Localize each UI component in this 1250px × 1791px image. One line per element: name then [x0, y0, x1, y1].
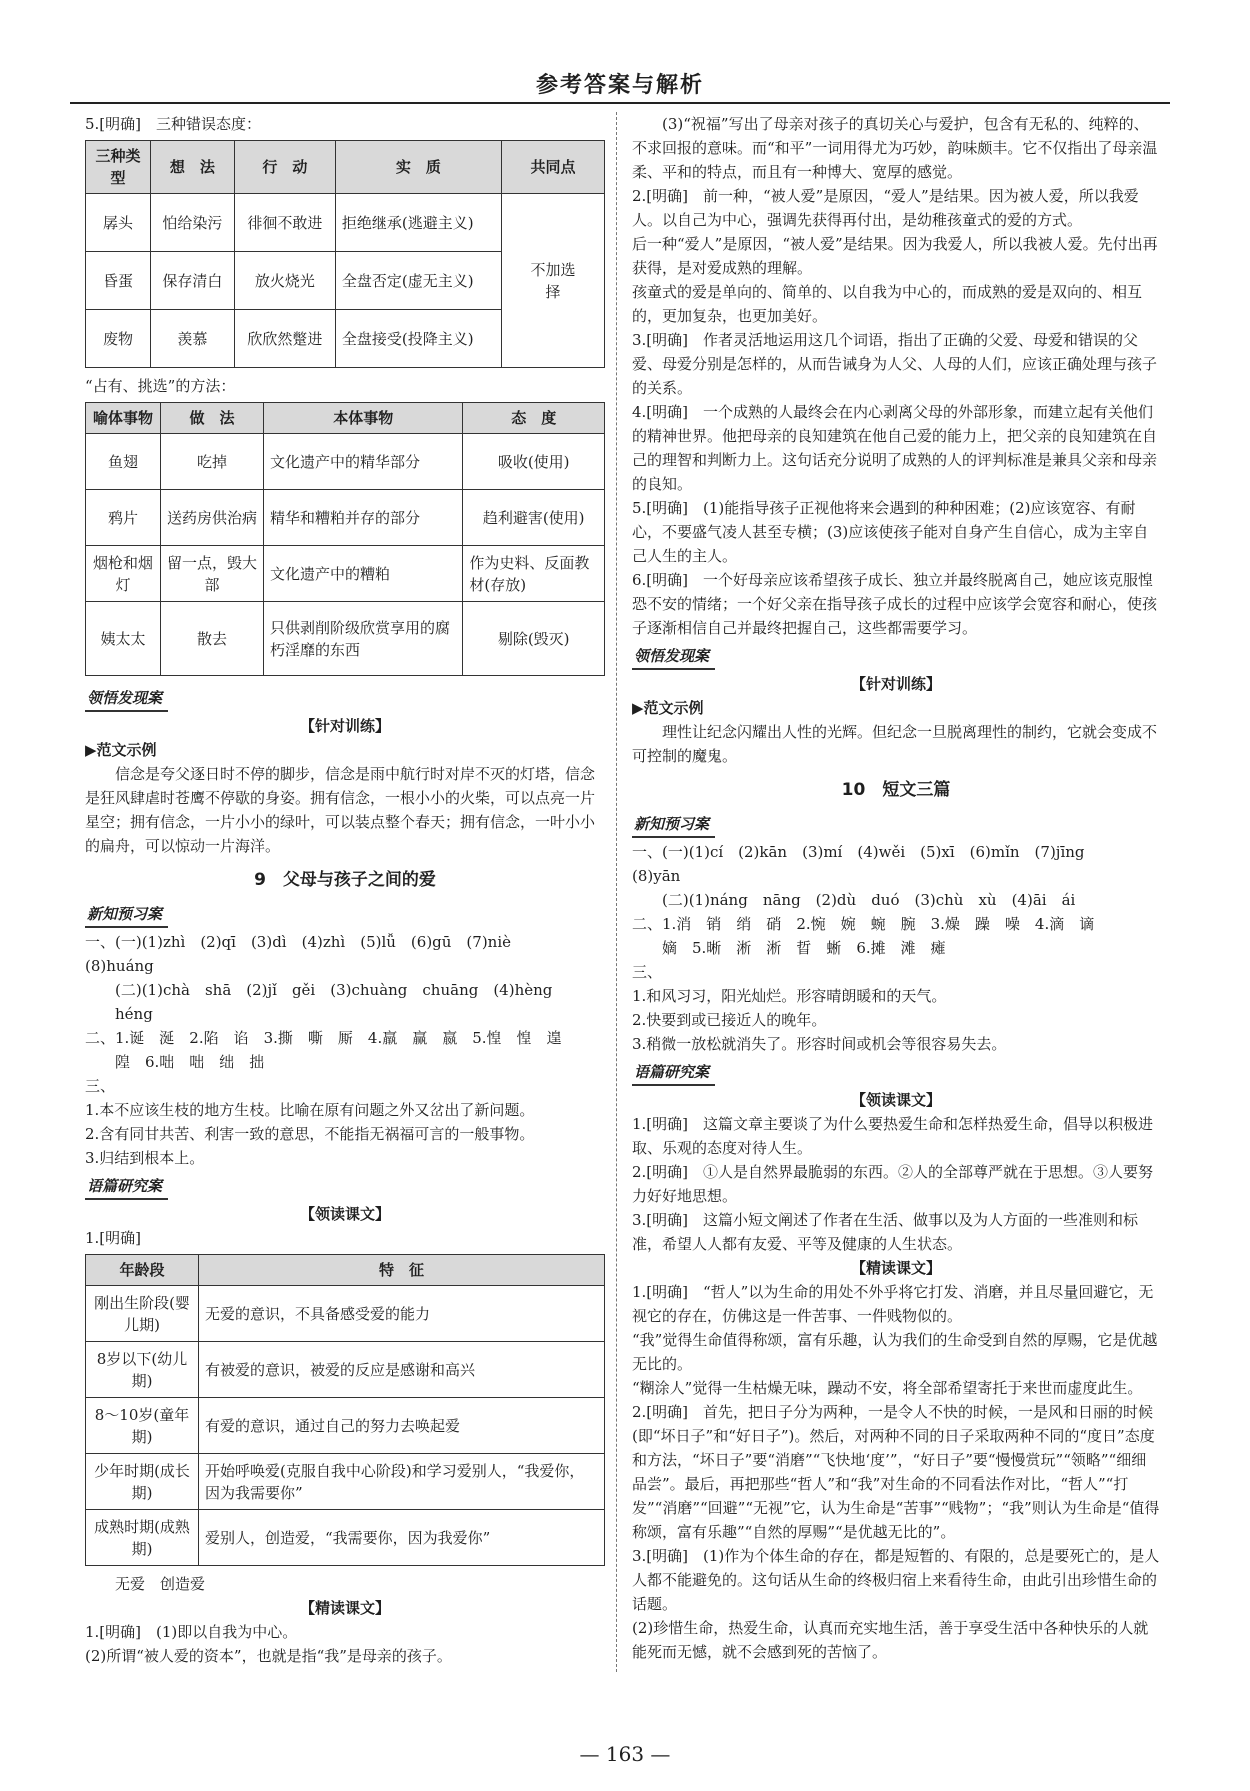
table-cell: 成熟时期(成熟期) [86, 1510, 199, 1566]
answer-line: 1.和风习习，阳光灿烂。形容晴朗暖和的天气。 [632, 987, 947, 1005]
table-cell: 送药房供治病 [161, 490, 264, 546]
table-header-cell: 喻体事物 [86, 403, 161, 434]
table-row [86, 194, 605, 252]
answer-paragraph: 5.[明确] (1)能指导孩子正视他将来会遇到的种种困难；(2)应该宽容、有耐心，不要盛气凌人甚至专横；(3)应该使孩子能对自身产生自信心，成为主宰自己人生的主人。 [632, 499, 1149, 565]
answer-paragraph: 3.[明确] 这篇小短文阐述了作者在生活、做事以及为人方面的一些准则和标准，希望人人都有友爱、平等及健康的人生状态。 [632, 1211, 1139, 1253]
table-cell: 徘徊不敢进 [234, 194, 335, 252]
table-row [86, 1454, 605, 1510]
table-row [86, 602, 605, 676]
table-cell: 全盘否定(虚无主义) [335, 252, 501, 310]
answer-line: (二)(1)náng nāng (2)dù duó (3)chù xù (4)āi ái [662, 891, 1076, 909]
table-cell: 文化遗产中的精华部分 [264, 434, 463, 490]
table-header-cell: 本体事物 [264, 403, 463, 434]
answer-paragraph: 3.[明确] (1)作为个体生命的存在，都是短暂的、有限的，总是要死亡的，是人人都不能避免的。这句话从生命的终极归宿上来看待生命，由此引出珍惜生命的话题。 [632, 1547, 1160, 1613]
answer-paragraph: 3.[明确] 作者灵活地运用这几个词语，指出了正确的父爱、母爱和错误的父爱、母爱分别是怎样的，从而告诫身为人父、人母的人们，应该正确处理与孩子的关系。 [632, 331, 1158, 397]
answer-line: 3.稍微一放松就消失了。形容时间或机会等很容易失去。 [632, 1035, 1007, 1053]
answer-line: 3.归结到根本上。 [85, 1149, 205, 1167]
answer-line: (2)所谓“被人爱的资本”，也就是指“我”是母亲的孩子。 [85, 1647, 452, 1665]
answer-line: 二、1.诞 涎 2.陷 谄 3.撕 嘶 厮 4.羸 赢 嬴 5.惶 惶 遑 [85, 1029, 562, 1047]
answer-paragraph: “糊涂人”觉得一生枯燥无味，躁动不安，将全部希望寄托于来世而虚度此生。 [632, 1379, 1143, 1397]
page-number: — 163 — [579, 1742, 671, 1766]
answer-line: (二)(1)chà shā (2)jǐ gěi (3)chuàng chuāng (4)hèng héng [115, 981, 568, 1023]
table-cell: 精华和糟粕并存的部分 [264, 490, 463, 546]
answer-line: 一、(一)(1)zhì (2)qī (3)dì (4)zhì (5)lǚ (6)gū (7)niè [85, 933, 512, 951]
answer-line: 嫡 5.晰 淅 淅 晢 蜥 6.摊 滩 瘫 [662, 939, 946, 957]
answer-line: 1.本不应该生枝的地方生枝。比喻在原有问题之外又岔出了新问题。 [85, 1101, 535, 1119]
subsection-title: 【针对训练】 [850, 675, 941, 693]
column-divider [616, 112, 617, 1672]
answer-line: 2.快要到或已接近人的晚年。 [632, 1011, 827, 1029]
answer-line: 三、 [85, 1077, 116, 1095]
answer-line: 无爱 创造爱 [115, 1575, 206, 1593]
table-cell: 保存清白 [151, 252, 235, 310]
section-tag: 领悟发现案 [632, 644, 715, 670]
table-row [86, 1342, 605, 1398]
answer-line: 一、(一)(1)cí (2)kān (3)mí (4)wěi (5)xī (6)mǐn (7)jīng [632, 843, 1085, 861]
table-cell: 文化遗产中的糟粕 [264, 546, 463, 602]
table-cell: 有爱的意识，通过自己的努力去唤起爱 [199, 1398, 605, 1454]
section-tag: 领悟发现案 [85, 686, 168, 712]
subsection-title: 【领读课文】 [299, 1205, 390, 1223]
answer-line: 2.含有同甘共苦、利害一致的意思，不能指无祸福可言的一般事物。 [85, 1125, 535, 1143]
table-cell: 只供剥削阶级欣赏享用的腐朽淫靡的东西 [264, 602, 463, 676]
table-cell-common: 不加选择 [502, 194, 605, 368]
table-row [86, 434, 605, 490]
page-title: 参考答案与解析 [535, 73, 704, 98]
page-header [70, 62, 1170, 106]
subsection-title: 【针对训练】 [299, 717, 390, 735]
method-label: “占有、挑选”的方法： [85, 377, 236, 395]
table-cell: 8～10岁(童年期) [86, 1398, 199, 1454]
table-header-cell: 做 法 [161, 403, 264, 434]
sample-label: ▶范文示例 [85, 741, 157, 759]
method-table [85, 402, 605, 676]
table-cell: 放火烧光 [234, 252, 335, 310]
subsection-title: 【精读课文】 [850, 1259, 941, 1277]
table-row [86, 490, 605, 546]
table-cell: 爱别人，创造爱，“我需要你，因为我爱你” [199, 1510, 605, 1566]
table-header-cell: 态 度 [463, 403, 605, 434]
table-header-cell: 三种类型 [86, 141, 151, 194]
table-header-cell: 特 征 [199, 1255, 605, 1286]
right-column [632, 112, 1160, 1664]
table-cell: 鱼翅 [86, 434, 161, 490]
answer-line: 1.[明确] [85, 1229, 142, 1247]
table-header-cell: 想 法 [151, 141, 235, 194]
answer-line: 1.[明确] (1)即以自我为中心。 [85, 1623, 298, 1641]
answer-line: 二、1.消 销 绡 硝 2.惋 婉 蜿 腕 3.燥 躁 噪 4.滴 谪 [632, 915, 1095, 933]
table-cell: 无爱的意识，不具备感受爱的能力 [199, 1286, 605, 1342]
table-cell: 昏蛋 [86, 252, 151, 310]
sample-text: 理性让纪念闪耀出人性的光辉。但纪念一旦脱离理性的制约，它就会变成不可控制的魔鬼。 [632, 723, 1158, 765]
answer-line: (8)huáng [85, 957, 154, 975]
answer-paragraph: (2)珍惜生命，热爱生命，认真而充实地生活，善于享受生活中各种快乐的人就能死而无憾，就不会感到死的苦恼了。 [632, 1619, 1149, 1661]
answer-paragraph: (3)“祝福”写出了母亲对孩子的真切关心与爱护，包含有无私的、纯粹的、不求回报的意味。而“和平”一词用得尤为巧妙，韵味颇丰。它不仅指出了母亲温柔、平和的特点，而且有一种博大、宽厚的感觉。 [632, 115, 1158, 181]
table-cell: 吃掉 [161, 434, 264, 490]
table-cell: 孱头 [86, 194, 151, 252]
attitude-table [85, 140, 605, 368]
answer-paragraph: 1.[明确] “哲人”以为生命的用处不外乎将它打发、消磨，并且尽量回避它，无视它的存在，仿佛这是一件苦事、一件贱物似的。 [632, 1283, 1154, 1325]
table-cell: 8岁以下(幼儿期) [86, 1342, 199, 1398]
answer-line: 隍 6.咄 咄 绌 拙 [115, 1053, 265, 1071]
table-cell: 散去 [161, 602, 264, 676]
table-cell: 废物 [86, 310, 151, 368]
answer-paragraph: 1.[明确] 这篇文章主要谈了为什么要热爱生命和怎样热爱生命，倡导以积极进取、乐观的态度对待人生。 [632, 1115, 1154, 1157]
table-cell: 开始呼唤爱(克服自我中心阶段)和学习爱别人，“我爱你，因为我需要你” [199, 1454, 605, 1510]
section-tag: 语篇研究案 [632, 1060, 715, 1086]
table-row [86, 1398, 605, 1454]
answer-paragraph: 后一种“爱人”是原因，“被人爱”是结果。因为我爱人，所以我被人爱。先付出再获得，是对爱成熟的理解。 [632, 235, 1158, 277]
table-cell: 作为史料、反面教材(存放) [463, 546, 605, 602]
table-cell: 拒绝继承(逃避主义) [335, 194, 501, 252]
answer-line: (8)yān [632, 867, 681, 885]
subsection-title: 【精读课文】 [299, 1599, 390, 1617]
left-column [85, 112, 605, 1668]
table-cell: 有被爱的意识，被爱的反应是感谢和高兴 [199, 1342, 605, 1398]
age-table [85, 1254, 605, 1566]
table-row [86, 1510, 605, 1566]
table-cell: 欣欣然蹩进 [234, 310, 335, 368]
section-tag: 新知预习案 [85, 902, 168, 928]
answer-paragraph: “我”觉得生命值得称颂，富有乐趣，认为我们的生命受到自然的厚赐，它是优越无比的。 [632, 1331, 1158, 1373]
table-cell: 剔除(毁灭) [463, 602, 605, 676]
table-header-cell: 年龄段 [86, 1255, 199, 1286]
sample-label: ▶范文示例 [632, 699, 704, 717]
answer-paragraph: 2.[明确] 前一种，“被人爱”是原因，“爱人”是结果。因为被人爱，所以我爱人。以自己为中心，强调先获得再付出，是幼稚孩童式的爱的方式。 [632, 187, 1139, 229]
q5-label: 5.[明确] 三种错误态度： [85, 115, 262, 133]
table-row [86, 546, 605, 602]
table-header-row [86, 141, 605, 194]
answer-paragraph: 4.[明确] 一个成熟的人最终会在内心剥离父母的外部形象，而建立起有关他们的精神世界。他把母亲的良知建筑在他自己爱的能力上，把父亲的良知建筑在自己的理智和判断力上。这句话充分说明了成熟的人的评判标准是兼具父亲和母亲的良知。 [632, 403, 1158, 493]
table-cell: 趋利避害(使用) [463, 490, 605, 546]
header-rule [70, 102, 1170, 107]
answer-line: 三、 [632, 963, 663, 981]
table-header-cell: 共同点 [502, 141, 605, 194]
table-row [86, 1286, 605, 1342]
table-cell: 羡慕 [151, 310, 235, 368]
table-cell: 鸦片 [86, 490, 161, 546]
sample-text: 信念是夸父逐日时不停的脚步，信念是雨中航行时对岸不灭的灯塔，信念是狂风肆虐时苍鹰不停歇的身姿。拥有信念，一根小小的火柴，可以点亮一片星空；拥有信念，一片小小的绿叶，可以装点整个春天；拥有信念，一叶小小的扁舟，可以惊动一片海洋。 [85, 765, 596, 855]
answer-paragraph: 2.[明确] ①人是自然界最脆弱的东西。②人的全部尊严就在于思想。③人要努力好好地思想。 [632, 1163, 1154, 1205]
table-header-row [86, 1255, 605, 1286]
table-cell: 吸收(使用) [463, 434, 605, 490]
table-cell: 全盘接受(投降主义) [335, 310, 501, 368]
table-cell: 刚出生阶段(婴儿期) [86, 1286, 199, 1342]
table-header-cell: 实 质 [335, 141, 501, 194]
lesson-title: 10 短文三篇 [841, 780, 951, 800]
section-tag: 语篇研究案 [85, 1174, 168, 1200]
lesson-title: 9 父母与孩子之间的爱 [254, 870, 436, 890]
section-tag: 新知预习案 [632, 812, 715, 838]
table-header-cell: 行 动 [234, 141, 335, 194]
table-cell: 留一点，毁大部 [161, 546, 264, 602]
table-cell: 少年时期(成长期) [86, 1454, 199, 1510]
answer-paragraph: 孩童式的爱是单向的、简单的、以自我为中心的，而成熟的爱是双向的、相互的，更加复杂，也更加美好。 [632, 283, 1143, 325]
table-cell: 怕给染污 [151, 194, 235, 252]
table-cell: 烟枪和烟灯 [86, 546, 161, 602]
table-cell: 姨太太 [86, 602, 161, 676]
answer-paragraph: 2.[明确] 首先，把日子分为两种，一是令人不快的时候，一是风和日丽的时候(即“坏日子”和“好日子”)。然后，对两种不同的日子采取两种不同的“度日”态度和方法，“坏日子”要“消磨”“飞快地‘度’”，“好日子”要“慢慢赏玩”“领略”“细细品尝”。最后，再把那些“哲人”和“我”对生命的不同看法作对比，“哲人”“打发”“消磨”“回避”“无视”它，认为生命是“苦事”“贱物”；“我”则认为生命是“值得称颂，富有乐趣”“自然的厚赐”“是优越无比的”。 [632, 1403, 1160, 1541]
answer-paragraph: 6.[明确] 一个好母亲应该希望孩子成长、独立并最终脱离自己，她应该克服惶恐不安的情绪；一个好父亲在指导孩子成长的过程中应该学会宽容和耐心，使孩子逐渐相信自己并最终把握自己，这些都需要学习。 [632, 571, 1158, 637]
table-header-row [86, 403, 605, 434]
subsection-title: 【领读课文】 [850, 1091, 941, 1109]
